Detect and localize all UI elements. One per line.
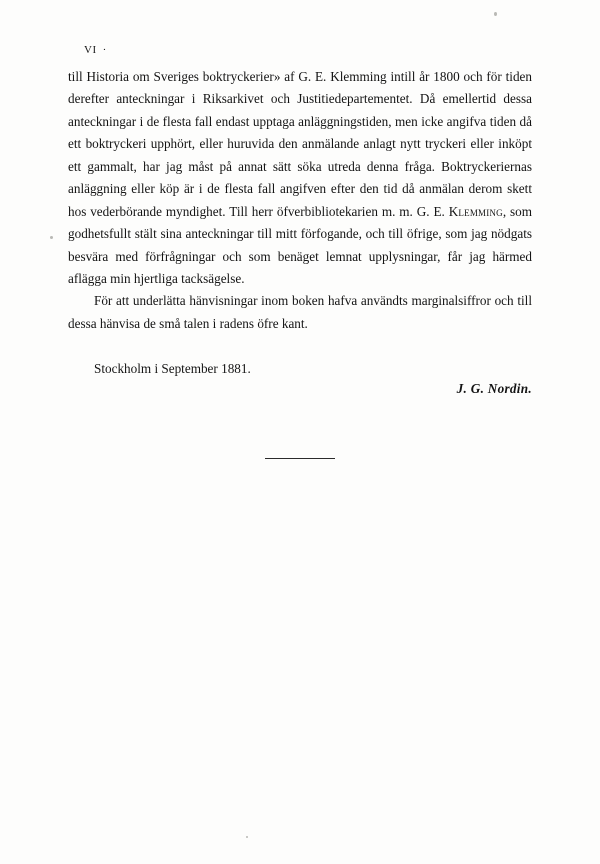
signature: J. G. Nordin. xyxy=(456,381,532,396)
paper-speck xyxy=(494,12,497,16)
name-klemming: Klemming xyxy=(448,203,503,219)
section-divider-rule xyxy=(265,458,335,459)
body-text xyxy=(68,66,532,335)
page-number-label: VI xyxy=(84,44,97,56)
paragraph-one xyxy=(68,66,532,290)
page-number-mark: · xyxy=(102,44,107,56)
paragraph-two: För att underlätta hänvisningar inom boken hafva användts marginalsiffror och till dessa hänvisa de små talen i radens öfre kant. xyxy=(68,293,532,331)
page-number xyxy=(84,44,107,56)
paper-speck xyxy=(50,236,53,239)
place-and-date: Stockholm i September 1881. xyxy=(94,361,251,376)
paragraph-one-part-a: till Historia om Sveriges boktryckerier» af G. E. Klemming intill år 1800 och för tiden derefter anteckningar i Riksarkivet och Justitiedepartementet. Då emellertid dessa anteckningar i de flesta fall endast upptaga anläggningstiden, men icke angifva tiden då ett boktryckeri upphört, eller huruvida den anmälande anlagt nytt tryckeri eller inköpt ett gammalt, har jag måst på annat sätt söka utreda denna fråga. Boktryckeriernas anläggning eller köp är i de flesta fall angifven efter den tid då anmälan derom skett hos vederbörande myndighet. Till herr öfverbibliotekarien m. m. G. E. xyxy=(68,69,532,219)
paragraph-one-part-b: , som godhetsfullt stält sina anteckningar till mitt förfogande, och till öfrige, som jag nödgats besvära med förfrågningar och som benäget lemnat upplysningar, får jag härmed aflägga min hjertliga tacksägelse. xyxy=(68,203,533,286)
paper-speck xyxy=(246,836,248,838)
